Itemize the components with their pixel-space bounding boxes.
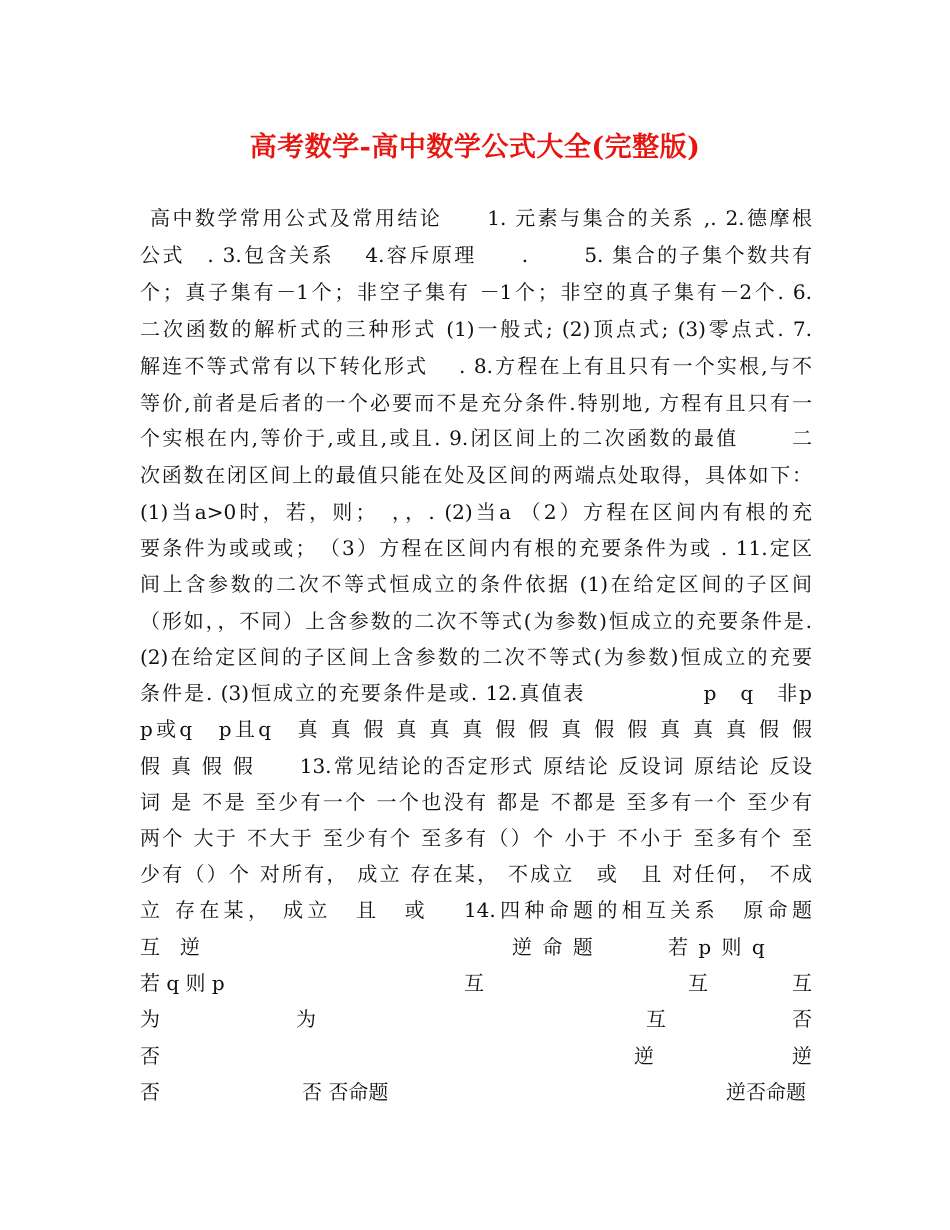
diagram-label: 若 q 则 p (140, 971, 225, 995)
diagram-row (140, 1001, 812, 1037)
diagram-label: 若 p 则 q (668, 935, 767, 959)
diagram-label: 为 (296, 1007, 316, 1031)
text-line: 间上含参数的二次不等式恒成立的条件依据 (1)在给定区间的子区间 (140, 572, 812, 596)
diagram-label: 互 (646, 1007, 666, 1031)
diagram-row (140, 1074, 812, 1110)
text-line: 公式 . 3.包含关系 4.容斥原理 . 5. 集合的子集个数共有 (140, 243, 812, 267)
text-line: 二次函数的解析式的三种形式 (1)一般式; (2)顶点式; (3)零点式. 7. (140, 317, 812, 341)
text-line: 个实根在内,等价于,或且,或且. 9.闭区间上的二次函数的最值 二 (140, 426, 812, 450)
text-line: 少有（）个 对所有， 成立 存在某， 不成立 或 且 对任何， 不成 (140, 862, 812, 886)
text-line: 个；真子集有－1个；非空子集有 －1个；非空的真子集有－2个. 6. (140, 280, 812, 304)
diagram-label: 否 (140, 1044, 160, 1068)
text-line: (2)在给定区间的子区间上含参数的二次不等式(为参数)恒成立的充要 (140, 645, 812, 669)
diagram-label: 否 (792, 1007, 812, 1031)
text-line: 高中数学常用公式及常用结论 1. 元素与集合的关系 ,. 2.德摩根 (150, 206, 812, 230)
text-line: 两个 大于 不大于 至少有个 至多有（）个 小于 不小于 至多有个 至 (140, 826, 812, 850)
text-line: (1)当a>0时，若，则； ，，. (2)当a （2）方程在区间内有根的充 (140, 500, 812, 524)
diagram-label: 否 (140, 1080, 160, 1104)
diagram-row (140, 929, 812, 965)
text-line: 条件是. (3)恒成立的充要条件是或. 12.真值表 p q 非p (140, 681, 812, 705)
diagram-label: 否 否命题 (302, 1080, 389, 1104)
text-line: 立 存在某， 成立 且 或 14.四种命题的相互关系 原命题 (140, 898, 812, 922)
text-line: p或q p且q 真 真 假 真 真 真 假 假 真 假 假 真 真 真 假 假 (140, 717, 812, 741)
diagram-label: 逆否命题 (726, 1080, 806, 1104)
diagram-row (140, 1038, 812, 1074)
diagram-label: 互 逆 (140, 935, 200, 959)
diagram-label: 逆 (634, 1044, 654, 1068)
text-line: 词 是 不是 至少有一个 一个也没有 都是 不都是 至多有一个 至少有 (140, 790, 812, 814)
text-line: 假 真 假 假 13.常见结论的否定形式 原结论 反设词 原结论 反设 (140, 754, 812, 778)
diagram-label: 为 (140, 1007, 160, 1031)
diagram-row (140, 965, 812, 1001)
page-title: 高考数学-高中数学公式大全(完整版) (249, 132, 701, 163)
text-line: 要条件为或或或； （3）方程在区间内有根的充要条件为或 . 11.定区 (140, 536, 812, 560)
text-line: （形如，，不同）上含参数的二次不等式(为参数)恒成立的充要条件是. (140, 609, 812, 633)
diagram-label: 互 (792, 971, 812, 995)
diagram-label: 互 (688, 971, 708, 995)
text-line: 解连不等式常有以下转化形式 . 8.方程在上有且只有一个实根,与不 (140, 354, 812, 378)
text-line: 次函数在闭区间上的最值只能在处及区间的两端点处取得，具体如下： (140, 463, 812, 487)
diagram-label: 逆 命 题 (512, 935, 595, 959)
diagram-label: 互 (464, 971, 484, 995)
text-line: 等价,前者是后者的一个必要而不是充分条件.特别地, 方程有且只有一 (140, 391, 812, 415)
diagram-label: 逆 (792, 1044, 812, 1068)
